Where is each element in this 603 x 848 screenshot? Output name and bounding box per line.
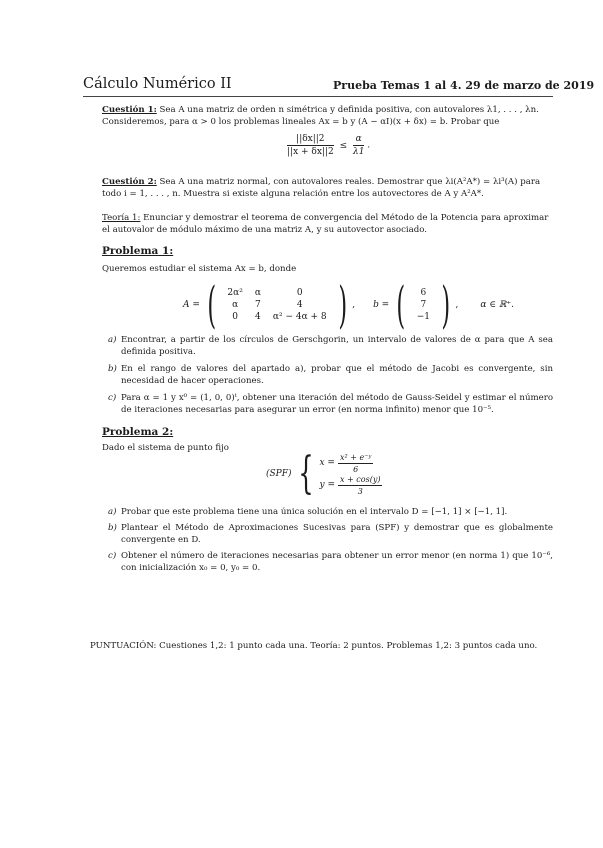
- puntuacion: [90, 640, 555, 652]
- vector-b: 6 7 −1: [416, 288, 431, 322]
- problema-2-title: Problema 2:: [102, 426, 174, 438]
- problema-2-item-b: b) Plantear el Método de Aproximaciones Sucesivas para (SPF) y demostrar que es globalmente convergente en D.: [108, 523, 553, 545]
- alpha-domain: α ∈ ℝ⁺.: [480, 300, 514, 310]
- teoria-1: [102, 212, 554, 237]
- cuestion-2-line2: todo i = 1, . . . , n. Muestra si existe alguna relación entre los autovectores de A y A²A*.: [102, 189, 484, 200]
- exam-title: Prueba Temas 1 al 4. 29 de marzo de 2019: [333, 79, 595, 92]
- cuestion-1-line1: Sea A una matriz de orden n simétrica y definida positiva, con autovalores λ1, . . . , λn.: [159, 105, 539, 115]
- problema-2-item-c: c) Obtener el número de iteraciones necesarias para obtener un error menor (en norma 1) que 10⁻⁶, con inicialización x₀ = 0, y₀ = 0.: [108, 551, 553, 573]
- cuestion-1-title: Cuestión 1:: [102, 105, 157, 115]
- spf-equations: [320, 452, 383, 496]
- cuestion-1: [102, 104, 554, 129]
- matrix-A: 2α² α 0 α 7 4 0 4 α² − 4α + 8: [227, 288, 327, 322]
- left-paren: (: [207, 276, 217, 334]
- problema-1-item-a: a) Encontrar, a partir de los círculos de Gerschgorin, un intervalo de valores de α para que A sea definida positiva.: [108, 335, 553, 357]
- spf-system: [266, 448, 382, 499]
- matrix-A-label: A =: [183, 300, 200, 310]
- puntuacion-text: Cuestiones 1,2: 1 punto cada una. Teoría: 2 puntos. Problemas 1,2: 3 puntos cada uno.: [159, 641, 538, 651]
- problema-2-intro: Dado el sistema de punto fijo: [102, 443, 229, 453]
- problema-1-title: Problema 1:: [102, 245, 174, 257]
- system-brace: {: [297, 448, 314, 499]
- cuestion-2-title: Cuestión 2:: [102, 177, 157, 187]
- formula-lhs: $\frac{||\delta x||2}{||x + \delta x||2}$: [287, 134, 334, 157]
- formula-relation: ≤: [339, 140, 348, 151]
- teoria-1-line2: el autovalor de módulo máximo de una matriz A, y su autovector asociado.: [102, 225, 428, 236]
- cuestion-1-line2: Consideremos, para α > 0 los problemas lineales Ax = b y (A − αI)(x + δx) = b. Probar que: [102, 117, 500, 128]
- teoria-1-line1: Enunciar y demostrar el teorema de convergencia del Método de la Potencia para aproximar: [143, 213, 549, 223]
- spf-eq-2: y = $\frac{x + \cos(y)}{3}$: [319, 474, 381, 496]
- vector-b-label: b =: [373, 300, 390, 310]
- header-divider: [83, 96, 553, 97]
- teoria-1-title: Teoría 1:: [102, 213, 141, 223]
- puntuacion-label: PUNTUACIÓN:: [90, 641, 157, 651]
- spf-label: (SPF): [266, 469, 292, 479]
- formula-rhs: $\frac{\alpha}{\lambda 1}$: [352, 134, 365, 157]
- problema-2-item-a: a) Probar que este problema tiene una única solución en el intervalo D = [−1, 1] × [−1, 1].: [108, 507, 508, 517]
- problema-1-matrices: A = ( 2α² α 0 α 7 4 0 4 α² − 4α + 8 ) , b = ( 6 7 −1 ) , α ∈ ℝ⁺.: [183, 276, 514, 334]
- problema-1-intro: Queremos estudiar el sistema Ax = b, donde: [102, 264, 297, 274]
- course-title: Cálculo Numérico II: [83, 76, 232, 92]
- cuestion-1-formula: $\frac{||\delta x||2}{||x + \delta x||2}$ ≤ $\frac{\alpha}{\lambda 1}$ .: [287, 134, 371, 157]
- problema-1-item-b: b) En el rango de valores del apartado a), probar que el método de Jacobi es convergente, sin necesidad de hacer operaciones.: [108, 364, 553, 386]
- right-paren: ): [338, 276, 347, 334]
- cuestion-2-line1: Sea A una matriz normal, con autovalores reales. Demostrar que λi(A²A*) = λi³(A) para: [159, 177, 541, 187]
- cuestion-2: [102, 176, 554, 201]
- spf-eq-1: x = $\frac{\text{x² + e⁻ʸ}}{6}$: [319, 452, 372, 474]
- problema-1-item-c: c) Para α = 1 y x⁰ = (1, 0, 0)ᵗ, obtener una iteración del método de Gauss-Seidel y estimar el número de iteraciones necesarias para asegurar un error (en norma infinito) menor que 10⁻⁵.: [108, 393, 553, 415]
